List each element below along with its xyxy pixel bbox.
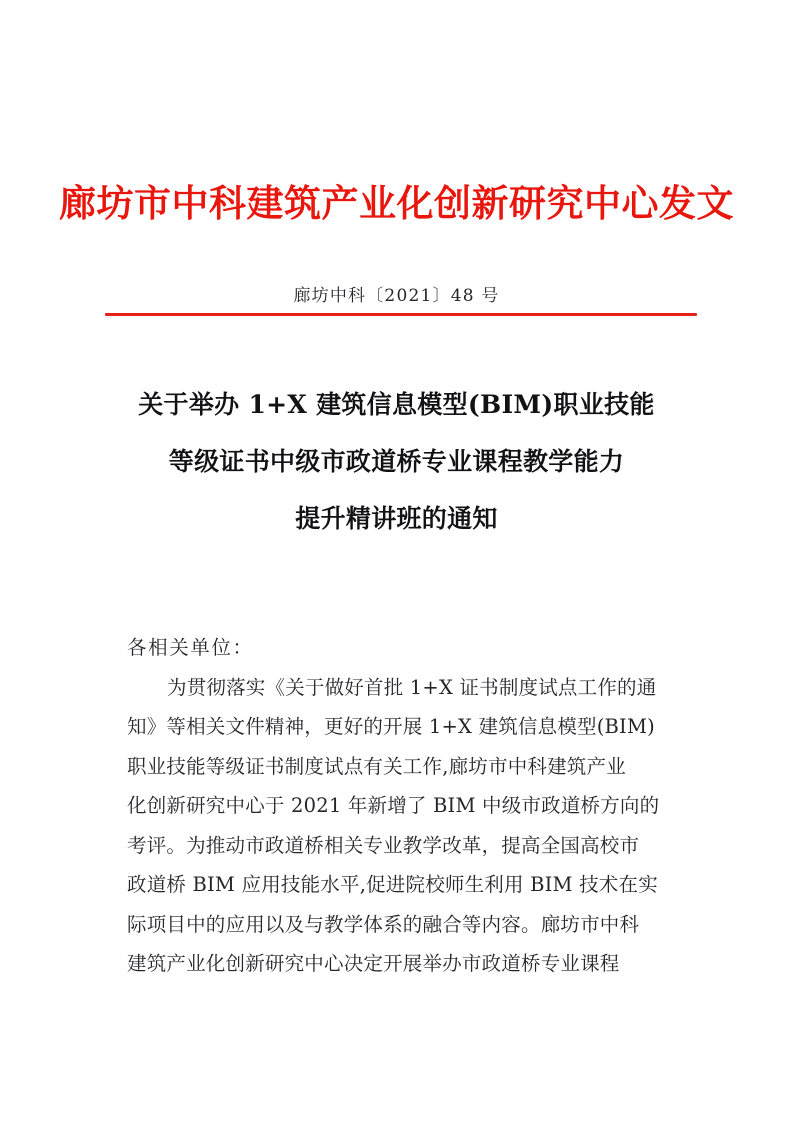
title-line-2: 等级证书中级市政道桥专业课程教学能力 [168, 447, 625, 476]
letterhead [0, 182, 793, 226]
title-line-1: 关于举办 1+X 建筑信息模型(BIM)职业技能 [138, 390, 655, 419]
body-line-6: 政道桥 BIM 应用技能水平,促进院校师生利用 BIM 技术在实 [127, 873, 658, 896]
document-title [96, 376, 697, 547]
document-number: 廊坊中科〔2021〕48 号 [293, 286, 500, 306]
body-line-8: 建筑产业化创新研究中心决定开展举办市政道桥专业课程 [127, 952, 620, 975]
body-line-1: 为贯彻落实《关于做好首批 1+X 证书制度试点工作的通 [167, 675, 657, 699]
red-separator-rule [105, 313, 697, 316]
title-line-3: 提升精讲班的通知 [295, 504, 498, 533]
body-line-3: 职业技能等级证书制度试点有关工作,廊坊市中科建筑产业 [127, 754, 626, 778]
document-body [127, 628, 687, 984]
salutation: 各相关单位： [127, 636, 254, 659]
body-line-2: 知》等相关文件精神，更好的开展 1+X 建筑信息模型(BIM) [127, 715, 655, 738]
letterhead-title: 廊坊市中科建筑产业化创新研究中心发文 [59, 181, 734, 225]
body-line-4: 化创新研究中心于 2021 年新增了 BIM 中级市政道桥方向的 [127, 794, 660, 817]
body-paragraph [127, 668, 687, 984]
body-line-7: 际项目中的应用以及与教学体系的融合等内容。廊坊市中科 [127, 912, 640, 936]
body-line-5: 考评。为推动市政道桥相关专业教学改革，提高全国高校市 [127, 833, 640, 857]
